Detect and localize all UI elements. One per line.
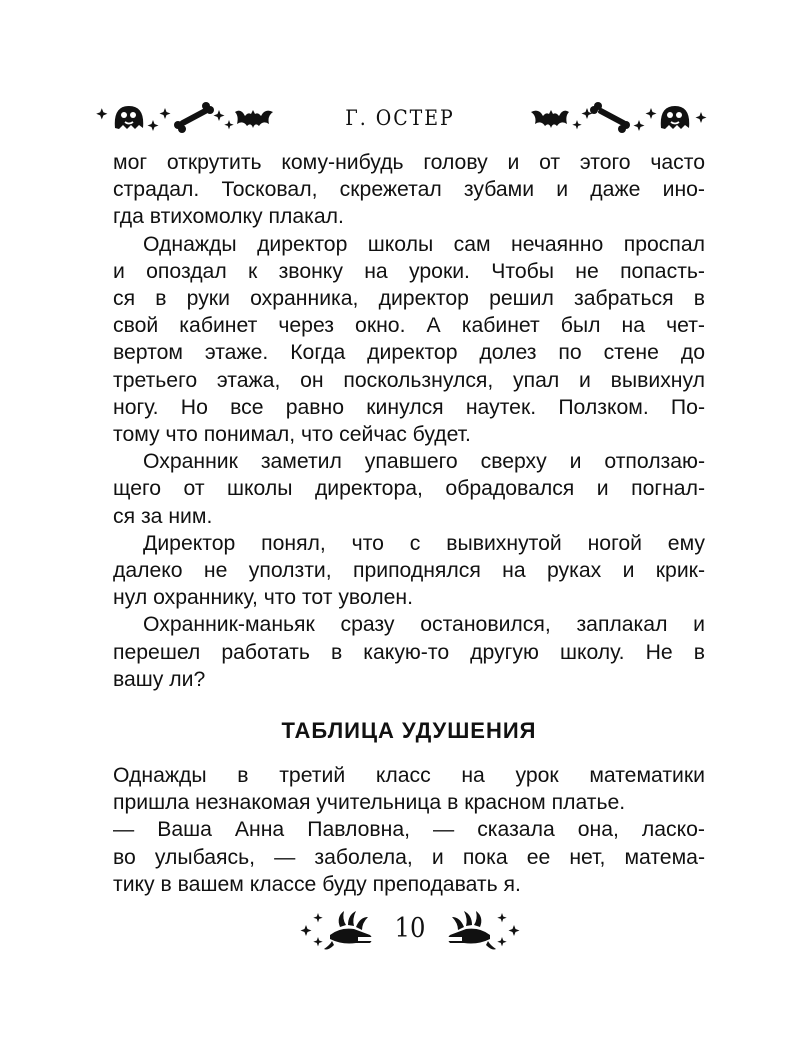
- text-line: вертом этаже. Когда директор долез по стене до: [113, 341, 705, 365]
- text-line: ногу. Но все равно кинулся наутек. Ползком. По-: [113, 395, 705, 419]
- text-line: щего от школы директора, обрадовался и погнал-: [113, 477, 705, 501]
- text-line: ся в руки охранника, директор решил забраться в: [113, 287, 705, 311]
- text-line: гда втихомолку плакал.: [113, 205, 344, 229]
- text-line: далеко не уползти, приподнялся на руках и крик-: [113, 559, 705, 583]
- text-line: мог открутить кому-нибудь голову и от этого часто: [113, 151, 705, 174]
- page-header: [95, 98, 705, 138]
- section-paragraph-1: [113, 762, 705, 816]
- text-line: страдал. Тосковал, скрежетал зубами и даже ино-: [113, 178, 705, 202]
- header-ornament-right: [529, 98, 709, 138]
- text-line: — Ваша Анна Павловна, — сказала она, ласко-: [113, 818, 705, 842]
- bat-icon: [531, 110, 569, 128]
- sparkle-icon: [696, 112, 707, 123]
- text-line: Однажды директор школы сам нечаянно проспал: [143, 232, 705, 256]
- ghost-icon: [661, 106, 689, 129]
- text-line: Директор понял, что с вывихнутой ногой ему: [143, 531, 705, 555]
- text-line: нул охраннику, что тот уволен.: [113, 586, 413, 610]
- sparkle-icon: [634, 108, 657, 131]
- text-line: во улыбаясь, — заболела, и пока ее нет, матема-: [113, 845, 705, 869]
- text-line: Однажды в третий класс на урок математики: [113, 764, 705, 787]
- claw-hand-icon: [448, 911, 496, 950]
- page-number: 10: [394, 913, 426, 944]
- text-line: пришла незнакомая учительница в красном платье.: [113, 791, 626, 815]
- text-line: ся за ним.: [113, 504, 213, 528]
- section-title: ТАБЛИЦА УДУШЕНИЯ: [281, 718, 537, 743]
- sparkle-icon: [572, 108, 592, 129]
- story-paragraph-3: [113, 448, 705, 530]
- story-paragraph-2: [113, 231, 705, 449]
- text-line: вашу ли?: [113, 667, 206, 691]
- footer-ornament-right: [440, 905, 520, 955]
- story-paragraph-4: [113, 530, 705, 612]
- section-paragraph-2: [113, 816, 705, 898]
- bone-icon: [590, 102, 630, 133]
- text-line: Охранник заметил упавшего сверху и отползаю-: [143, 450, 705, 474]
- text-line: Охранник-маньяк сразу остановился, заплакал и: [143, 613, 705, 637]
- running-head-author: Г. ОСТЕР: [345, 106, 455, 130]
- sparkle-icon: [497, 913, 519, 946]
- text-line: свой кабинет через окно. А кабинет был на чет-: [113, 314, 705, 338]
- text-line: третьего этажа, он поскользнулся, упал и вывихнул: [113, 368, 705, 392]
- text-line: тому что понимал, что сейчас будет.: [113, 423, 471, 447]
- text-line: перешел работать в какую-то другую школу. Не в: [113, 640, 705, 664]
- story-paragraph-1: [113, 149, 705, 231]
- story-paragraph-5: [113, 611, 705, 693]
- text-line: и опоздал к звонку на уроки. Чтобы не попасть-: [113, 259, 705, 283]
- section-text: [113, 762, 705, 898]
- story-text: [113, 149, 705, 693]
- text-line: тику в вашем классе буду преподавать я.: [113, 872, 521, 896]
- page-footer: [300, 905, 520, 955]
